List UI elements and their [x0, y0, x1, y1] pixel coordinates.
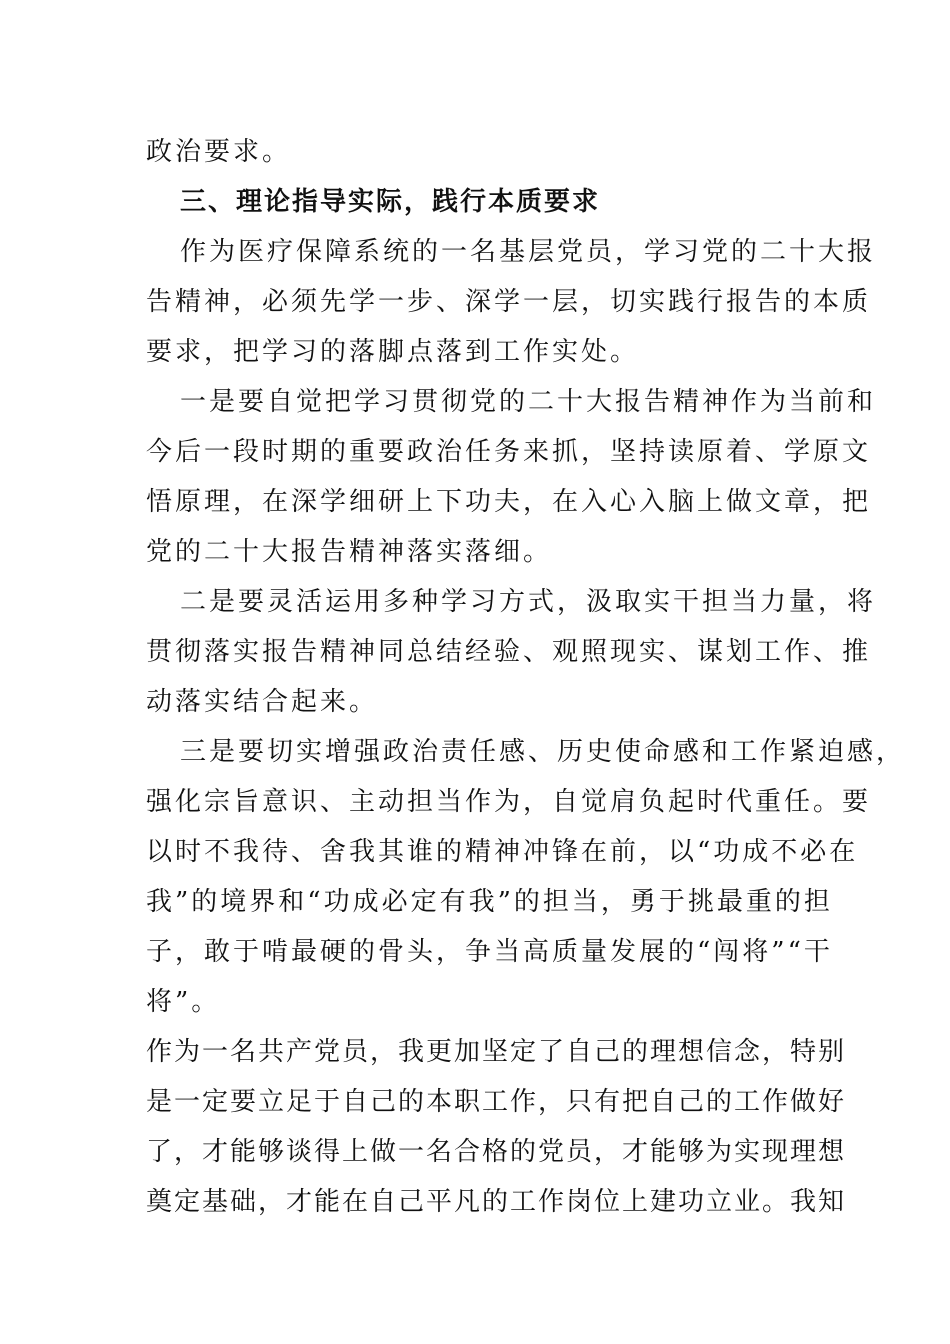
paragraph-line: 强化宗旨意识、主动担当作为，自觉肩负起时代重任。要: [146, 787, 872, 817]
paragraph-line: 奠定基础，才能在自己平凡的工作岗位上建功立业。我知: [146, 1187, 847, 1217]
paragraph-line: 子，敢于啃最硬的骨头，争当高质量发展的“闯将”“干: [146, 937, 833, 967]
paragraph-line: 以时不我待、舍我其谁的精神冲锋在前，以“功成不必在: [146, 837, 859, 867]
paragraph-line: 二是要灵活运用多种学习方式，汲取实干担当力量，将: [180, 587, 877, 617]
paragraph-line: 告精神，必须先学一步、深学一层，切实践行报告的本质: [146, 287, 872, 317]
paragraph-line: 今后一段时期的重要政治任务来抓，坚持读原着、学原文: [146, 437, 872, 467]
paragraph-line: 悟原理，在深学细研上下功夫，在入心入脑上做文章，把: [146, 487, 872, 517]
paragraph-line: 了，才能够谈得上做一名合格的党员，才能够为实现理想: [146, 1137, 847, 1167]
paragraph-line: 政治要求。: [146, 137, 292, 167]
paragraph-line: 作为医疗保障系统的一名基层党员，学习党的二十大报: [180, 237, 877, 267]
paragraph-line: 我”的境界和“功成必定有我”的担当，勇于挑最重的担: [146, 887, 833, 917]
paragraph-line: 贯彻落实报告精神同总结经验、观照现实、谋划工作、推: [146, 637, 872, 667]
paragraph-line: 将”。: [146, 987, 221, 1017]
paragraph-line: 党的二十大报告精神落实落细。: [146, 537, 553, 567]
paragraph-line: 要求，把学习的落脚点落到工作实处。: [146, 337, 640, 367]
paragraph-line: 是一定要立足于自己的本职工作，只有把自己的工作做好: [146, 1087, 847, 1117]
paragraph-line: 作为一名共产党员，我更加坚定了自己的理想信念，特别: [146, 1037, 847, 1067]
paragraph-line: 动落实结合起来。: [146, 687, 379, 717]
section-heading: 三、理论指导实际，践行本质要求: [180, 187, 601, 217]
paragraph-line: 一是要自觉把学习贯彻党的二十大报告精神作为当前和: [180, 387, 877, 417]
paragraph-line: 三是要切实增强政治责任感、历史使命感和工作紧迫感，: [180, 737, 906, 767]
